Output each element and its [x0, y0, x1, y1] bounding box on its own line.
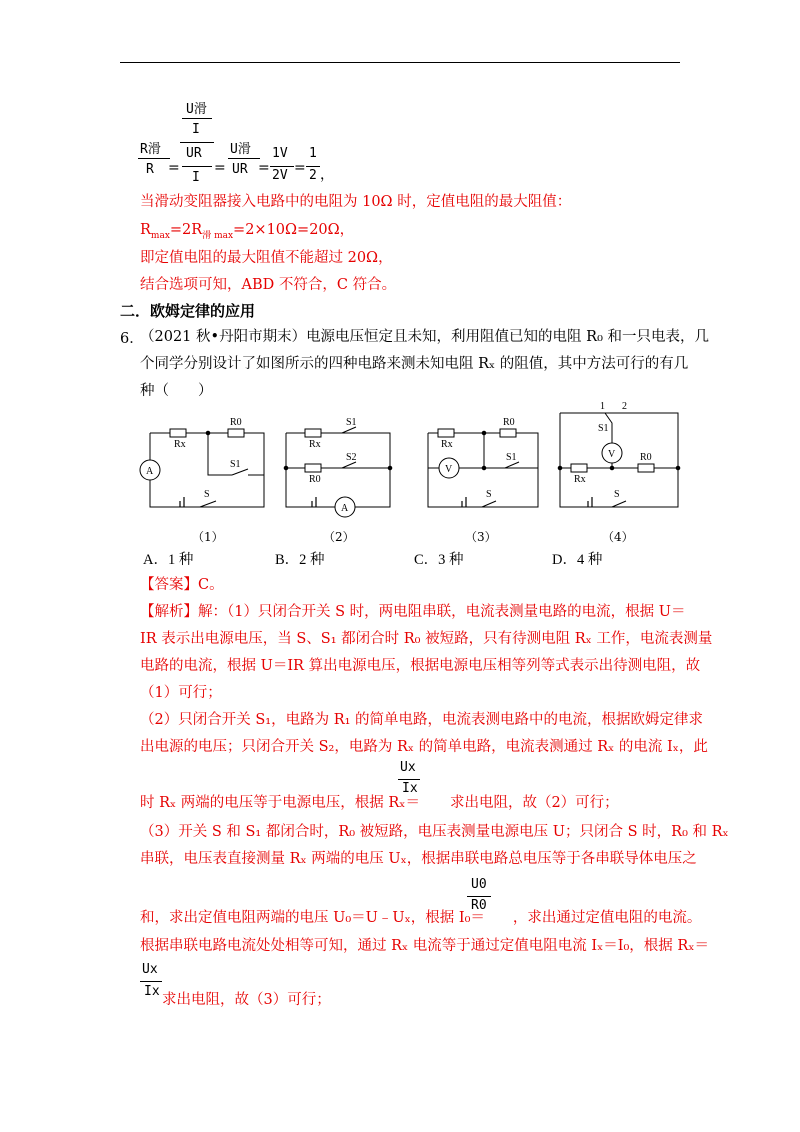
option-a[interactable] — [143, 548, 193, 569]
formula-r: R — [146, 162, 154, 177]
formula-2v: 2V — [272, 168, 288, 183]
label-rx: Rx — [309, 439, 321, 450]
label-r0: R0 — [640, 452, 652, 463]
label-voltmeter: V — [445, 464, 453, 475]
formula-eq: = — [214, 160, 226, 176]
analysis-text: 求出电阻，故（2）可行； — [449, 795, 619, 811]
formula-i: I — [192, 122, 200, 137]
subscript: max — [150, 230, 170, 241]
answer-value: C。 — [198, 577, 224, 593]
circuit-2 — [284, 427, 392, 517]
formula-eq: = — [258, 160, 270, 176]
analysis-line: 根据串联电路电流处处相等可知，通过 Rₓ 电流等于通过定值电阻电流 Iₓ＝I₀，根据 Rₓ＝ — [140, 938, 709, 954]
formula-bar — [270, 166, 294, 167]
label-r0: R0 — [309, 474, 321, 485]
formula-two: 2 — [309, 168, 317, 183]
analysis-line: （2）只闭合开关 S₁，电路为 R₁ 的简单电路，电流表测电路中的电流，根据欧姆定律求 — [140, 712, 704, 728]
option-c[interactable] — [414, 548, 464, 569]
analysis-line: IR 表示出电源电压，当 S、S₁ 都闭合时 R₀ 被短路，只有待测电阻 Rₓ 工作，电流表测量 — [140, 631, 713, 647]
switch-icon — [482, 501, 496, 507]
solution-line: 结合选项可知，ABD 不符合，C 符合。 — [140, 277, 397, 293]
analysis-line: （3）开关 S 和 S₁ 都闭合时，R₀ 被短路，电压表测量电源电压 U；只闭合 S 时，R₀ 和 Rₓ — [140, 824, 729, 840]
battery-icon — [312, 497, 316, 507]
fraction-bar — [140, 981, 162, 982]
option-key: B． — [275, 552, 300, 568]
text: =2×10Ω=20Ω， — [233, 222, 355, 238]
option-text: 2 种 — [299, 552, 325, 568]
formula-r-hua: R滑 — [140, 142, 161, 157]
solution-line: 当滑动变阻器接入电路中的电阻为 10Ω 时，定值电阻的最大阻值： — [140, 194, 572, 210]
label-s: S — [614, 489, 620, 500]
label-rx: Rx — [574, 474, 586, 485]
circuit-1 — [140, 429, 264, 507]
analysis-tag: 【解析】 — [140, 604, 198, 620]
fraction-numerator: Ux — [400, 760, 416, 775]
resistor-r0 — [305, 464, 321, 472]
formula-u-r: UR — [186, 146, 202, 161]
label-terminal-2: 2 — [622, 401, 627, 412]
formula-bar — [306, 166, 320, 167]
question-text: 个同学分别设计了如图所示的四种电路来测未知电阻 Rₓ 的阻值，其中方法可行的有几 — [140, 356, 689, 372]
fraction-denominator: Ix — [144, 984, 160, 999]
circuit-caption: （2） — [323, 530, 355, 544]
question-text: （2021 秋•丹阳市期末）电源电压恒定且未知，利用阻值已知的电阻 R₀ 和一只电表，几 — [140, 329, 710, 345]
label-s2: S2 — [346, 452, 357, 463]
switch-icon — [612, 501, 626, 507]
answer-line — [140, 575, 224, 595]
analysis-text: 时 Rₓ 两端的电压等于电源电压，根据 Rₓ＝ — [140, 795, 420, 811]
resistor-r0 — [638, 464, 654, 472]
circuit-caption: （1） — [192, 530, 224, 544]
option-b[interactable] — [275, 548, 325, 569]
fraction-denominator: Ix — [402, 781, 418, 796]
option-key: A． — [143, 552, 168, 568]
formula-bar — [228, 158, 260, 159]
resistor-rx — [438, 429, 454, 437]
fraction-numerator: U0 — [471, 877, 487, 892]
solution-line — [140, 220, 354, 246]
option-key: D． — [552, 552, 577, 568]
label-terminal-1: 1 — [600, 401, 605, 412]
circuit-caption: （3） — [465, 530, 497, 544]
resistor-rx — [571, 464, 587, 472]
label-r0: R0 — [503, 417, 515, 428]
label-ammeter: A — [341, 503, 349, 514]
text: R — [140, 222, 151, 238]
analysis-text: ，求出通过定值电阻的电流。 — [512, 910, 702, 926]
formula-u-hua: U滑 — [186, 102, 207, 117]
label-ammeter: A — [146, 466, 154, 477]
label-s1: S1 — [506, 452, 517, 463]
option-text: 4 种 — [576, 552, 603, 568]
analysis-line: 出电源的电压；只闭合开关 S₂，电路为 Rₓ 的简单电路，电流表测通过 Rₓ 的电流 Iₓ，此 — [140, 739, 708, 755]
answer-tag: 【答案】 — [140, 577, 198, 593]
analysis-text: 解：（1）只闭合开关 S 时，两电阻串联，电流表测量电路的电流，根据 U＝ — [198, 604, 686, 620]
analysis-line — [140, 908, 701, 928]
formula-eq: = — [168, 160, 180, 176]
text: =2R — [169, 222, 203, 238]
header-rule — [120, 62, 680, 63]
label-rx: Rx — [441, 439, 453, 450]
question-number: 6． — [120, 331, 144, 347]
analysis-line: 求出电阻，故（3）可行； — [162, 992, 331, 1008]
label-s1: S1 — [598, 423, 609, 434]
label-s1: S1 — [230, 459, 241, 470]
fraction-bar — [467, 896, 491, 897]
fraction-denominator: R0 — [471, 898, 487, 913]
resistor-rx — [305, 429, 321, 437]
label-rx: Rx — [174, 439, 186, 450]
formula-bar — [180, 142, 214, 143]
label-r0: R0 — [230, 417, 242, 428]
analysis-text: 和，求出定值电阻两端的电压 U₀＝U﹣Uₓ，根据 I₀＝ — [140, 910, 485, 926]
analysis-line: 串联，电压表直接测量 Rₓ 两端的电压 Uₓ，根据串联电路总电压等于各串联导体电压之 — [140, 851, 697, 867]
formula-i2: I — [192, 170, 200, 185]
formula-bar — [182, 166, 212, 167]
formula-eq: = — [294, 160, 306, 176]
formula-comma: ， — [320, 167, 334, 183]
resistor-rx — [170, 429, 186, 437]
switch-icon — [200, 501, 216, 507]
option-d[interactable] — [552, 548, 602, 569]
formula-bar — [182, 118, 212, 119]
label-s: S — [486, 489, 492, 500]
analysis-line — [140, 602, 685, 622]
analysis-line — [140, 793, 619, 813]
fraction-numerator: Ux — [142, 962, 158, 977]
analysis-line: （1）可行； — [140, 685, 222, 701]
formula-u-hua2: U滑 — [230, 142, 251, 157]
circuit-diagrams — [0, 395, 800, 545]
circuit-caption: （4） — [602, 530, 634, 544]
option-text: 3 种 — [438, 552, 464, 568]
analysis-line: 电路的电流，根据 U＝IR 算出电源电压，根据电源电压相等列等式表示出待测电阻，故 — [140, 658, 701, 674]
label-s: S — [204, 489, 210, 500]
solution-line: 即定值电阻的最大阻值不能超过 20Ω， — [140, 250, 393, 266]
battery-icon — [180, 497, 184, 507]
formula-u-r2: UR — [232, 162, 248, 177]
label-voltmeter: V — [608, 449, 616, 460]
resistor-r0 — [500, 429, 516, 437]
option-text: 1 种 — [167, 552, 194, 568]
section-heading: 二．欧姆定律的应用 — [120, 302, 256, 320]
battery-icon — [588, 497, 592, 507]
subscript: 滑 max — [202, 230, 234, 241]
formula-1v: 1V — [272, 146, 288, 161]
label-s1: S1 — [346, 417, 357, 428]
formula-one: 1 — [309, 146, 317, 161]
question-text: 种（ ） — [140, 383, 213, 399]
option-key: C． — [414, 552, 439, 568]
formula-bar — [138, 158, 170, 159]
fraction-bar — [398, 779, 420, 780]
resistor-r0 — [228, 429, 244, 437]
battery-icon — [462, 497, 466, 507]
